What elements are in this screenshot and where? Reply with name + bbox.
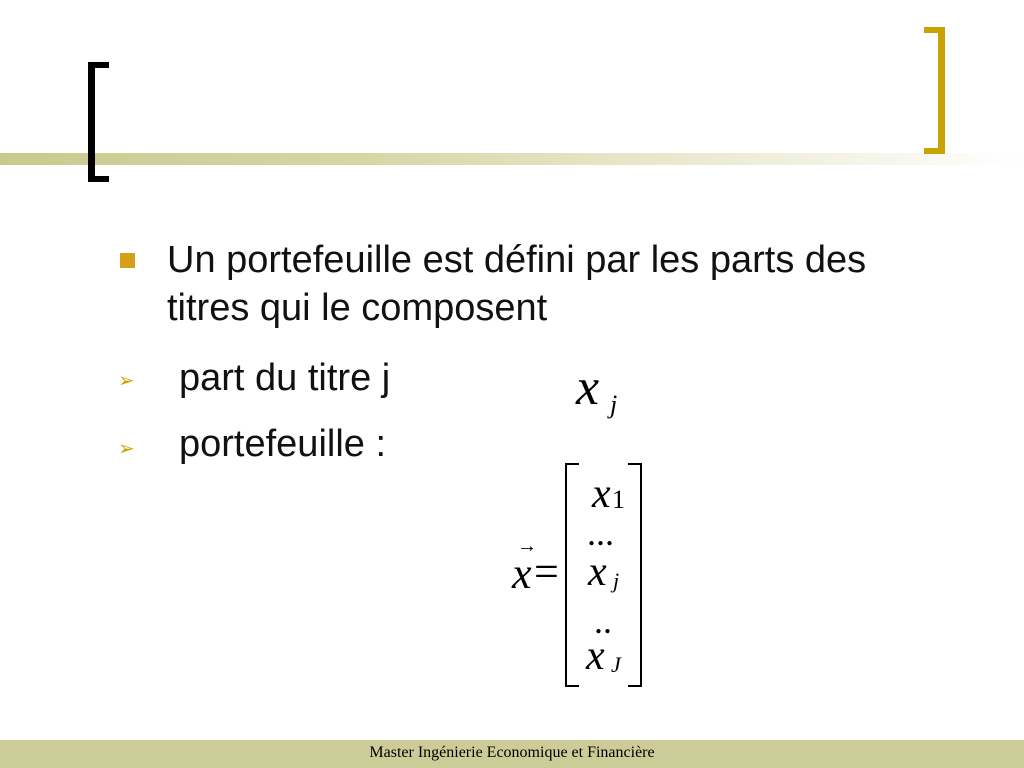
- footer-bar: [0, 740, 1024, 768]
- formula-xj-sub: j: [610, 390, 618, 419]
- square-bullet-icon: [120, 253, 135, 268]
- equals-sign: =: [534, 547, 559, 596]
- matrix-row-xJ-base: x: [586, 633, 605, 679]
- right-bracket-decoration: [924, 27, 945, 154]
- matrix-row-ellipsis: ...: [587, 513, 614, 553]
- bullet-text-share: part du titre j: [179, 357, 391, 399]
- title-rule: [0, 153, 1024, 165]
- formula-xj-base: x: [576, 359, 600, 416]
- matrix-row-xJ-sub: J: [611, 652, 621, 677]
- matrix-left-bracket: [565, 463, 579, 687]
- bullet-text-portfolio: portefeuille :: [179, 423, 387, 465]
- bullet-text-portfolio-definition: Un portefeuille est défini par les parts des titres qui le composent: [167, 239, 867, 329]
- matrix-row-x1-sub: 1: [612, 485, 625, 514]
- arrow-bullet-icon: ➢: [118, 368, 135, 392]
- footer-text: Master Ingénierie Economique et Financière: [369, 744, 655, 761]
- vector-arrow: →: [517, 535, 537, 557]
- left-bracket-decoration: [88, 62, 109, 182]
- matrix-row-x1-base: x: [592, 471, 611, 517]
- matrix-row-xj-sub: j: [613, 568, 620, 593]
- matrix-row-dots: ..: [594, 601, 612, 641]
- vector-x: x: [512, 549, 532, 598]
- arrow-bullet-icon: ➢: [118, 436, 135, 460]
- matrix-row-xj-base: x: [588, 549, 607, 595]
- matrix-right-bracket: [628, 463, 642, 687]
